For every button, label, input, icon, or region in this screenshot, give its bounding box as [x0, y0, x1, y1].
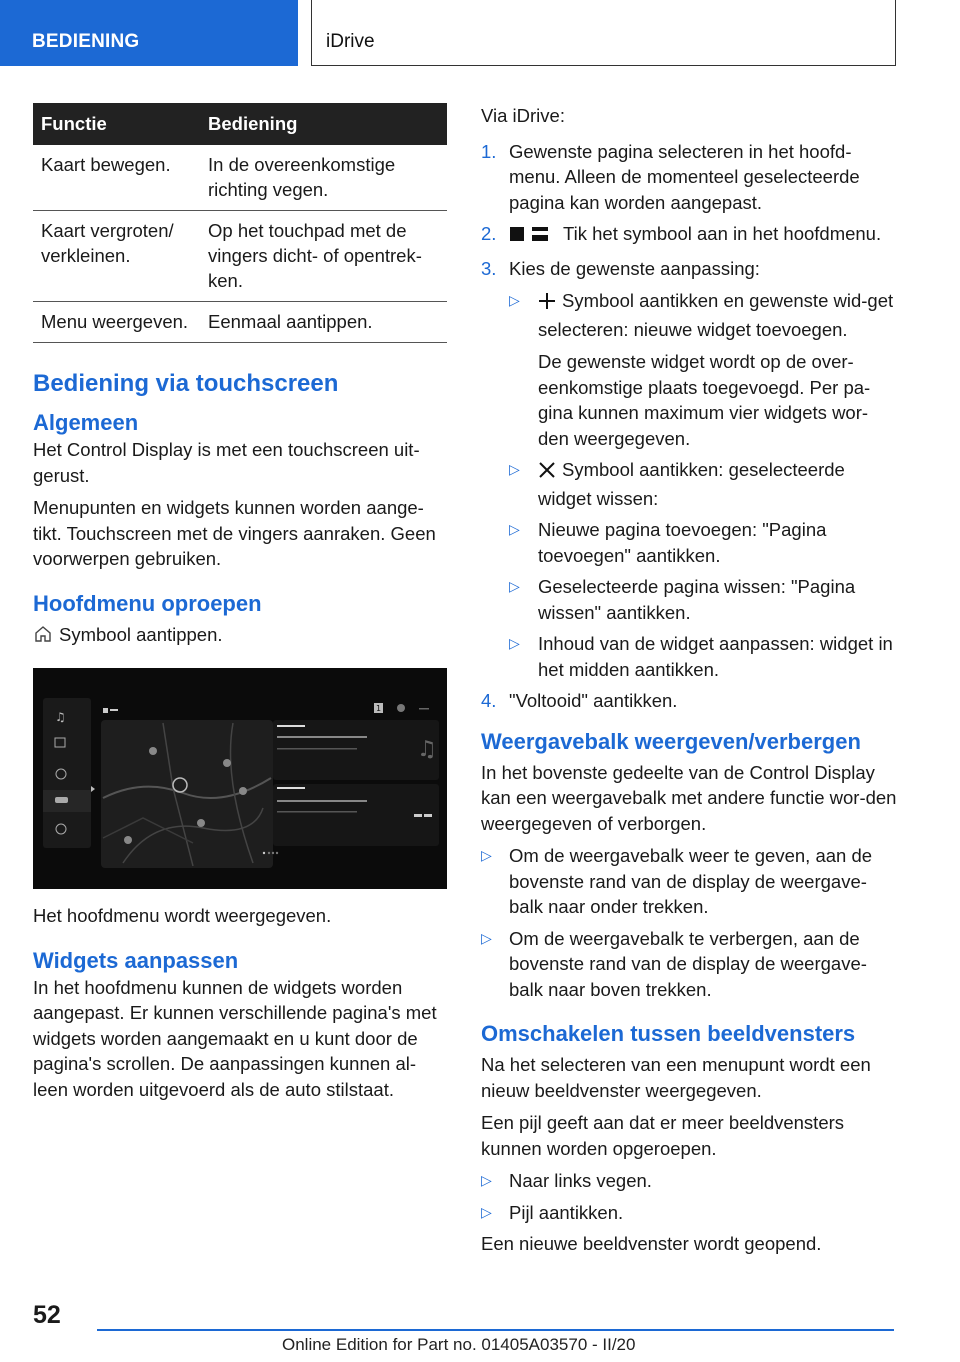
section-tab: BEDIENING — [0, 0, 298, 66]
steps-list — [481, 139, 897, 714]
list-triangle-icon: ▷ — [481, 847, 492, 863]
list-item — [481, 139, 897, 216]
step-number: 4. — [481, 690, 497, 711]
table-header-functie: Functie — [33, 103, 200, 145]
bar-item-text: Om de weergavebalk weer te geven, aan de bovenste rand van de display de weergave-balk naar onder trekken. — [509, 845, 873, 917]
table-cell: Kaart vergroten/ verkleinen. — [33, 211, 200, 302]
step-text: Kies de gewenste aanpassing: — [509, 257, 760, 279]
home-instruction-text: Symbool aantippen. — [59, 623, 223, 645]
list-item — [481, 1168, 897, 1194]
list-item — [509, 517, 897, 568]
step-text: Tik het symbool aan in het hoofdmenu. — [563, 223, 882, 244]
table-header-bediening: Bediening — [200, 103, 447, 145]
list-item — [481, 843, 897, 920]
step-number: 3. — [481, 257, 497, 279]
right-column — [481, 103, 897, 1257]
step-number: 1. — [481, 140, 497, 162]
home-instruction — [33, 622, 447, 651]
list-item — [509, 457, 897, 511]
bar-list — [481, 843, 897, 1002]
left-column — [33, 103, 447, 1102]
list-item — [481, 256, 897, 683]
list-triangle-icon: ▷ — [509, 461, 520, 477]
heading-weergavebalk: Weergavebalk weergeven/verbergen — [481, 728, 861, 754]
option-text: Symbool aantikken en gewenste wid-get selecteren: nieuwe widget toevoegen. — [538, 290, 894, 340]
footer-divider — [97, 1329, 894, 1331]
paragraph: Na het selecteren van een menupunt wordt een nieuw beeldvenster weergegeven. — [481, 1054, 871, 1101]
list-item — [509, 288, 897, 451]
heading-widgets: Widgets aanpassen — [33, 947, 239, 973]
heading-omschakelen: Omschakelen tussen beeldvensters — [481, 1021, 856, 1046]
list-item — [509, 574, 897, 625]
paragraph: Via iDrive: — [481, 105, 565, 126]
widget-grid-icon — [509, 224, 557, 250]
svg-text:♫: ♫ — [417, 737, 437, 762]
table-cell: Eenmaal aantippen. — [200, 302, 447, 343]
heading-touchscreen: Bediening via touchscreen — [33, 370, 339, 397]
option-text: Inhoud van de widget aanpassen: widget in het midden aantikken. — [538, 633, 893, 680]
cross-icon — [538, 460, 556, 486]
list-triangle-icon: ▷ — [481, 1203, 492, 1220]
table-row — [33, 302, 447, 343]
list-triangle-icon: ▷ — [509, 521, 520, 537]
paragraph: Menupunten en widgets kunnen worden aange-tikt. Touchscreen met de vingers aanraken. Geen voorwerpen gebruiken. — [33, 497, 436, 569]
table-row — [33, 211, 447, 302]
option-note: De gewenste widget wordt op de over-eenkomstige plaats toegevoegd. Per pa-gina kunnen maximum vier widgets wor-den weergegeven. — [538, 351, 871, 449]
table-cell: In de overeenkomstige richting vegen. — [200, 145, 447, 211]
list-item — [481, 1200, 897, 1226]
heading-algemeen: Algemeen — [33, 410, 139, 435]
table-cell: Menu weergeven. — [33, 302, 200, 343]
list-triangle-icon: ▷ — [481, 1172, 492, 1188]
list-item — [509, 631, 897, 682]
list-triangle-icon: ▷ — [509, 292, 520, 308]
options-list — [509, 288, 897, 682]
paragraph: In het bovenste gedeelte van de Control Display kan een weergavebalk met andere functie wor-den weergegeven of verborgen. — [481, 761, 897, 834]
paragraph: Een nieuwe beeldvenster wordt geopend. — [481, 1233, 822, 1254]
paragraph: Een pijl geeft aan dat er meer beeldvensters kunnen worden opgeroepen. — [481, 1112, 845, 1159]
heading-hoofdmenu: Hoofdmenu oproepen — [33, 590, 262, 616]
list-item — [481, 688, 897, 714]
list-triangle-icon: ▷ — [509, 635, 520, 651]
bar-item-text: Om de weergavebalk te verbergen, aan de bovenste rand van de display de weergave-balk naar boven trekken. — [509, 927, 867, 1000]
table-cell: Kaart bewegen. — [33, 145, 200, 211]
list-triangle-icon: ▷ — [481, 929, 492, 946]
list-item — [481, 221, 897, 250]
switch-item-text: Naar links vegen. — [509, 1170, 652, 1191]
chapter-title: iDrive — [311, 0, 896, 66]
home-icon — [33, 624, 53, 651]
step-text: Gewenste pagina selecteren in het hoofd-menu. Alleen de momenteel geselecteerde pagina kan worden aangepast. — [509, 140, 860, 213]
switch-list — [481, 1168, 897, 1225]
plus-icon — [538, 291, 556, 317]
screen-badge: 1 — [376, 704, 382, 713]
table-header-row — [33, 103, 447, 145]
list-triangle-icon: ▷ — [509, 578, 520, 594]
svg-text:♫: ♫ — [55, 710, 66, 724]
paragraph: Het hoofdmenu wordt weergegeven. — [33, 905, 332, 926]
list-item — [481, 926, 897, 1003]
edition-text: Online Edition for Part no. 01405A03570 - II/20 — [282, 1335, 636, 1354]
option-text: Symbool aantikken: geselecteerde widget wissen: — [538, 459, 845, 509]
step-number: 2. — [481, 223, 497, 244]
paragraph: Het Control Display is met een touchscreen uit-gerust. — [33, 439, 420, 486]
table-row — [33, 145, 447, 211]
switch-item-text: Pijl aantikken. — [509, 1201, 624, 1223]
main-menu-screenshot — [33, 668, 447, 889]
function-table — [33, 103, 447, 343]
step-text: "Voltooid" aantikken. — [509, 690, 678, 711]
paragraph: In het hoofdmenu kunnen de widgets worden aangepast. Er kunnen verschillende pagina's met widgets worden aangemaakt en u kunt door de pagina's scrollen. De aanpassingen kunnen al-leen worden uitgevoerd als de auto stilstaat. — [33, 976, 437, 1100]
option-text: Geselecteerde pagina wissen: "Pagina wissen" aantikken. — [538, 576, 856, 623]
page-number: 52 — [33, 1301, 61, 1329]
table-cell: Op het touchpad met de vingers dicht- of opentrek-ken. — [200, 211, 447, 302]
option-text: Nieuwe pagina toevoegen: "Pagina toevoegen" aantikken. — [538, 519, 827, 566]
